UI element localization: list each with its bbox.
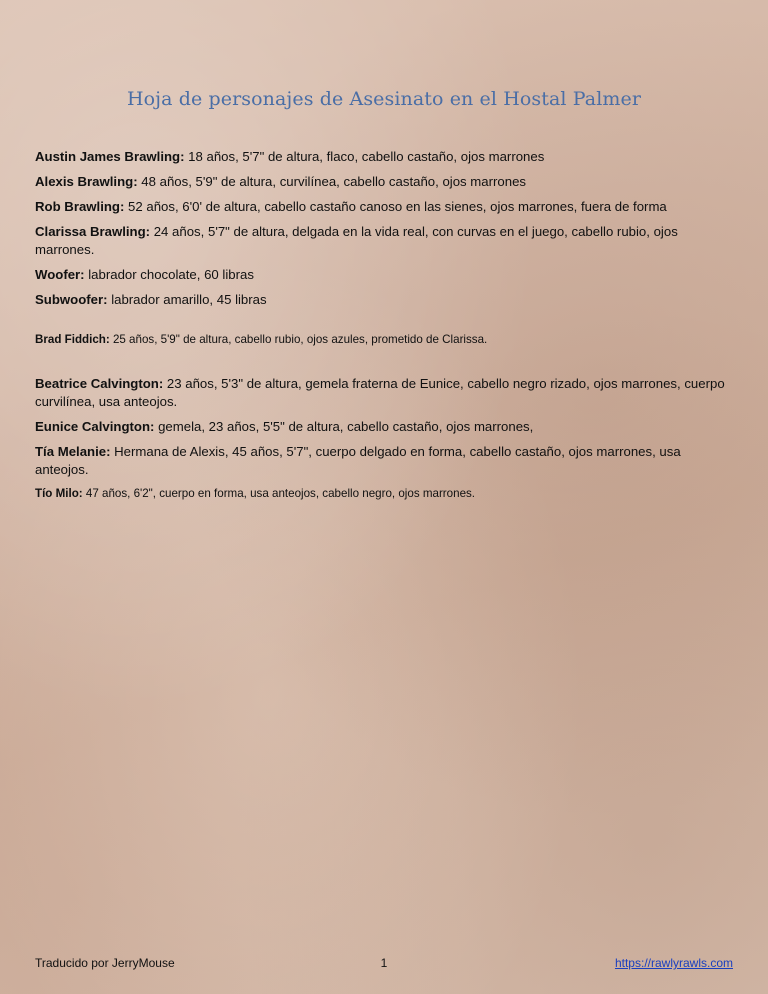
character-description: 23 años, 5'3" de altura, gemela fraterna de Eunice, cabello negro rizado, ojos marrones, cuerpo curvilínea, usa anteojos. bbox=[35, 376, 725, 409]
character-entry bbox=[35, 173, 735, 191]
character-description: 24 años, 5'7" de altura, delgada en la vida real, con curvas en el juego, cabello rubio, ojos marrones. bbox=[35, 224, 678, 257]
character-name: Subwoofer: bbox=[35, 292, 108, 307]
character-description: 25 años, 5'9" de altura, cabello rubio, ojos azules, prometido de Clarissa. bbox=[109, 333, 488, 346]
translator-credit: Traducido por JerryMouse bbox=[35, 956, 175, 970]
page-title: Hoja de personajes de Asesinato en el Hostal Palmer bbox=[126, 88, 642, 110]
character-entry bbox=[35, 266, 735, 284]
spacer bbox=[35, 355, 735, 375]
character-description: 18 años, 5'7" de altura, flaco, cabello castaño, ojos marrones bbox=[184, 149, 545, 164]
character-description: labrador amarillo, 45 libras bbox=[107, 292, 267, 307]
character-description: Hermana de Alexis, 45 años, 5'7", cuerpo delgado en forma, cabello castaño, ojos marrones, usa anteojos. bbox=[35, 444, 681, 477]
character-name: Alexis Brawling: bbox=[35, 174, 138, 189]
character-entry bbox=[35, 375, 735, 411]
character-entry bbox=[35, 198, 735, 216]
character-entry bbox=[35, 418, 735, 436]
character-entry bbox=[35, 223, 735, 259]
character-entry bbox=[35, 443, 735, 479]
character-description: 52 años, 6'0' de altura, cabello castaño canoso en las sienes, ojos marrones, fuera de forma bbox=[124, 199, 667, 214]
character-entry bbox=[35, 486, 735, 502]
character-name: Rob Brawling: bbox=[35, 199, 125, 214]
character-list bbox=[35, 148, 735, 509]
character-name: Woofer: bbox=[35, 267, 85, 282]
website-link[interactable]: https://rawlyrawls.com bbox=[614, 956, 733, 970]
page-number: 1 bbox=[380, 956, 388, 970]
spacer bbox=[35, 316, 735, 332]
character-description: 48 años, 5'9" de altura, curvilínea, cabello castaño, ojos marrones bbox=[137, 174, 527, 189]
character-name: Tía Melanie: bbox=[35, 444, 111, 459]
character-entry bbox=[35, 291, 735, 309]
character-description: gemela, 23 años, 5'5" de altura, cabello castaño, ojos marrones, bbox=[154, 419, 534, 434]
character-name: Tío Milo: bbox=[35, 487, 83, 500]
character-name: Beatrice Calvington: bbox=[35, 376, 164, 391]
character-description: labrador chocolate, 60 libras bbox=[84, 267, 254, 282]
character-entry bbox=[35, 332, 735, 348]
character-name: Brad Fiddich: bbox=[35, 333, 110, 346]
character-entry bbox=[35, 148, 735, 166]
character-description: 47 años, 6'2", cuerpo en forma, usa anteojos, cabello negro, ojos marrones. bbox=[82, 487, 476, 500]
character-name: Clarissa Brawling: bbox=[35, 224, 151, 239]
character-name: Austin James Brawling: bbox=[35, 149, 185, 164]
character-name: Eunice Calvington: bbox=[35, 419, 155, 434]
